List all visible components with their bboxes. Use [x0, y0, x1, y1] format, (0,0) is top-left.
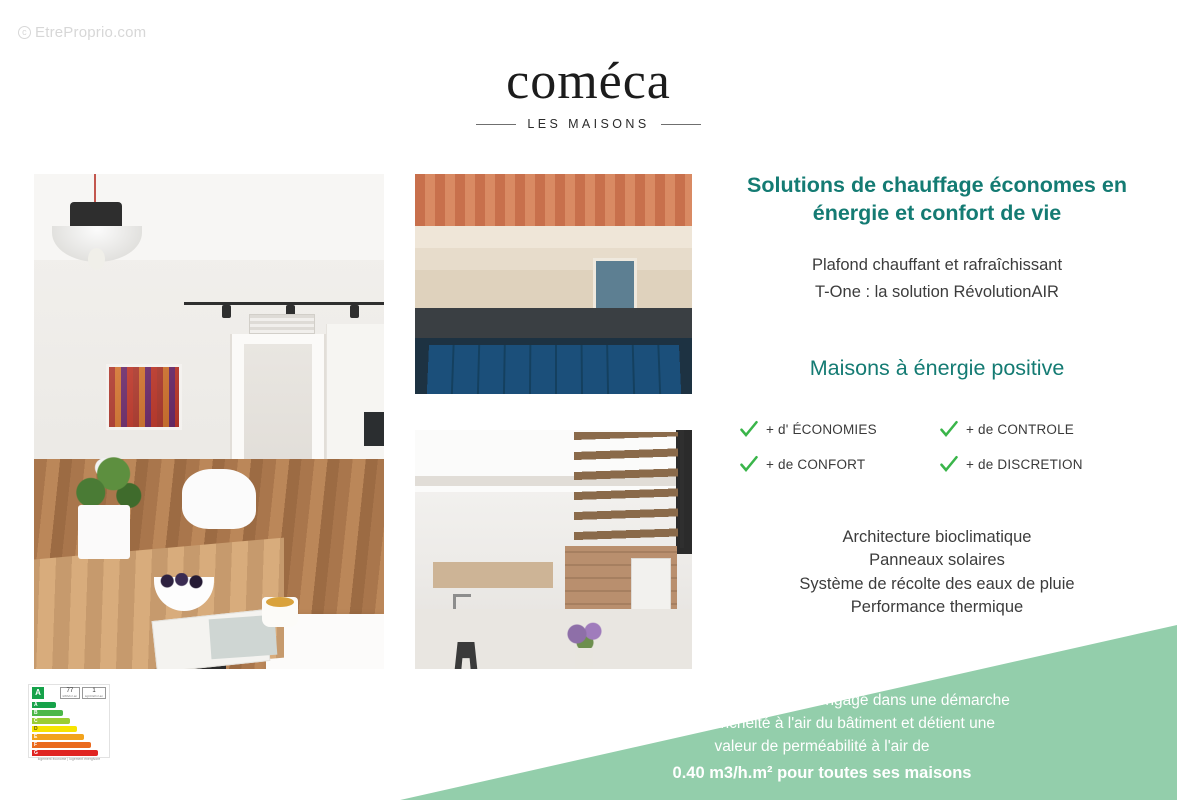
energy-value-consumption: 77 kWh/m².an	[60, 687, 81, 699]
subtitle-line-1: Plafond chauffant et rafraîchissant	[811, 256, 1063, 274]
feature-item: Architecture bioclimatique	[842, 528, 1032, 546]
energy-bar: E	[32, 734, 84, 740]
energy-values	[60, 687, 106, 699]
subtitle-block	[706, 252, 1168, 305]
banner-line-1: Depuis 2012, Coméca est engagé dans une démarche	[634, 691, 1010, 709]
photo-kitchen	[415, 430, 692, 669]
energy-scale-row	[32, 749, 106, 756]
energy-label-footer: logement économe | logement énergivore	[37, 757, 101, 761]
check-icon	[740, 420, 758, 438]
energy-scale	[32, 701, 106, 756]
benefit-label: + de CONTROLE	[966, 421, 1075, 437]
watermark	[18, 24, 146, 41]
banner-line-3: valeur de perméabilité à l'air de	[714, 738, 930, 755]
check-icon	[940, 420, 958, 438]
logo-wordmark: coméca	[506, 53, 671, 110]
list-item	[740, 420, 940, 438]
energy-bar: F	[32, 742, 91, 748]
benefits-list	[740, 420, 1140, 473]
photo-living-room	[34, 174, 384, 669]
energy-scale-row	[32, 717, 106, 724]
energy-bar: C	[32, 718, 70, 724]
photo-solar-roof	[415, 174, 692, 394]
energy-label	[28, 684, 110, 761]
features-list	[706, 526, 1168, 620]
logo-rule-right	[661, 124, 701, 125]
list-item	[740, 455, 940, 473]
logo-tagline: LES MAISONS	[527, 117, 650, 131]
logo-rule-left	[476, 124, 516, 125]
banner-highlight: 0.40 m3/h.m² pour toutes ses maisons	[672, 764, 972, 783]
energy-value-co2: 1 kgCO2/m².an	[82, 687, 106, 699]
energy-scale-row	[32, 741, 106, 748]
subtitle-line-2: T-One : la solution RévolutionAIR	[815, 282, 1059, 301]
energy-bar: D	[32, 726, 77, 732]
list-item	[940, 455, 1140, 473]
feature-item: Performance thermique	[850, 598, 1024, 617]
energy-grade-badge: A	[32, 687, 44, 699]
watermark-text: EtreProprio.com	[35, 24, 147, 41]
feature-item: Système de récolte des eaux de pluie	[799, 574, 1075, 593]
list-item	[940, 420, 1140, 438]
feature-item: Panneaux solaires	[869, 551, 1005, 570]
energy-bar: A	[32, 702, 56, 708]
energy-scale-row	[32, 725, 106, 732]
check-icon	[940, 455, 958, 473]
energy-label-header	[32, 687, 106, 699]
benefit-label: + d' ÉCONOMIES	[766, 421, 877, 437]
copyright-icon: c	[18, 26, 31, 39]
energy-scale-row	[32, 701, 106, 708]
benefit-label: + de DISCRETION	[966, 456, 1083, 472]
brand-logo	[0, 53, 1177, 131]
page-title: Solutions de chauffage économes en énergie et confort de vie	[747, 173, 1127, 225]
logo-tagline-wrap	[476, 117, 700, 131]
energy-scale-row	[32, 733, 106, 740]
energy-bar: G	[32, 750, 98, 756]
energy-scale-row	[32, 709, 106, 716]
energy-bar: B	[32, 710, 63, 716]
check-icon	[740, 455, 758, 473]
banner-line-2: qualité étanchéité à l'air du bâtiment et détient une	[649, 714, 995, 732]
benefit-label: + de CONFORT	[766, 456, 866, 472]
section-title-positive-energy: Maisons à énergie positive	[809, 356, 1065, 380]
footer-banner-text	[542, 689, 1102, 787]
